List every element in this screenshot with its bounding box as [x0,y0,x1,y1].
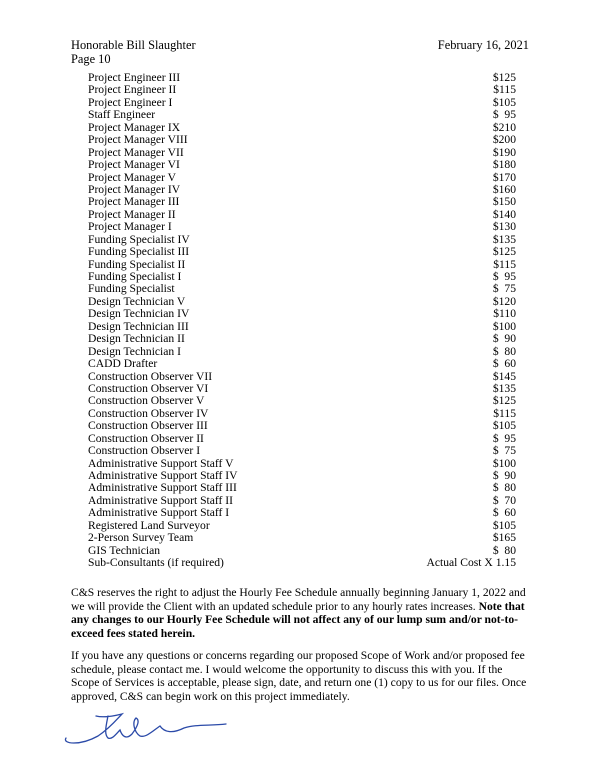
hourly-rate: $100 [492,319,516,333]
hourly-rate: $ 60 [492,357,516,371]
position-title: CADD Drafter [88,357,158,371]
hourly-rate: $125 [492,71,516,84]
fee-row [88,358,516,370]
position-title: Administrative Support Staff II [88,493,234,507]
hourly-rate: $105 [492,419,516,433]
contact-paragraph: If you have any questions or concerns regarding our proposed Scope of Work and/or proposed fee schedule, please contact me. I would welcome the opportunity to discuss this with you. If the Scope of Services is acceptable, please sign, date, and return one (1) copy to us for our files. Once approved, C&S can begin work on this project immediately. [71,649,527,703]
position-title: Construction Observer VII [88,369,213,383]
position-title: Project Engineer III [88,71,181,84]
hourly-rate: $ 75 [492,444,516,458]
page-number: Page 10 [71,52,111,66]
position-title: Design Technician III [88,319,189,333]
position-title: Design Technician IV [88,307,190,321]
hourly-rate: $ 90 [492,469,516,482]
fee-row [88,482,516,494]
hourly-rate: $ 80 [492,344,516,358]
signature [60,708,230,748]
fee-row [88,420,516,432]
position-title: Design Technician II [88,332,185,346]
position-title: Construction Observer VI [88,381,209,395]
recipient-name: Honorable Bill Slaughter [71,38,196,52]
letter-header-left [71,38,196,66]
position-title: 2-Person Survey Team [88,531,194,545]
hourly-rate: $ 70 [492,493,516,507]
position-title: Project Manager II [88,207,176,221]
fee-row [88,532,516,544]
position-title: Funding Specialist III [88,245,190,259]
hourly-rate: $ 95 [492,431,516,445]
position-title: Project Manager I [88,220,172,234]
fee-row [88,196,516,208]
position-title: Administrative Support Staff I [88,506,230,520]
position-title: Project Manager III [88,195,180,209]
hourly-rate: $180 [492,158,516,172]
position-title: Construction Observer II [88,431,204,445]
position-title: Administrative Support Staff IV [88,469,238,482]
hourly-rate: $ 90 [492,332,516,346]
hourly-rate: $145 [492,369,516,383]
fee-row [88,221,516,233]
fee-row [88,445,516,457]
hourly-rate: $ 80 [492,481,516,495]
fee-row [88,246,516,258]
fee-row [88,333,516,345]
position-title: Funding Specialist II [88,257,186,271]
position-title: Project Engineer I [88,95,173,109]
position-title: Administrative Support Staff III [88,481,237,495]
hourly-rate: $190 [492,145,516,159]
position-title: Registered Land Surveyor [88,518,210,532]
position-title: Design Technician V [88,294,186,308]
position-title: GIS Technician [88,543,161,557]
hourly-rate: $160 [492,182,516,196]
hourly-rate: $ 60 [492,506,516,520]
position-title: Funding Specialist I [88,270,182,283]
fee-row [88,109,516,121]
position-title: Project Manager VIII [88,133,188,147]
hourly-rate: $125 [492,394,516,408]
hourly-rate: $135 [492,232,516,246]
adjustment-note-bold: Note that any changes to our Hourly Fee Schedule will not affect any of our lump sum and/or not-to-exceed fees stated herein. [71,599,525,640]
fee-row [88,159,516,171]
fee-row [88,134,516,146]
position-title: Staff Engineer [88,108,156,122]
position-title: Project Manager IX [88,120,181,134]
hourly-rate: $115 [493,257,516,271]
hourly-rate: $150 [492,195,516,209]
hourly-rate: $200 [492,133,516,147]
hourly-rate: $125 [492,245,516,259]
fee-row [88,84,516,96]
position-title: Project Manager VI [88,158,180,172]
hourly-rate: $115 [493,406,516,420]
hourly-rate: $210 [492,120,516,134]
position-title: Project Manager IV [88,182,181,196]
hourly-fee-schedule [88,72,516,570]
fee-row [88,557,516,569]
hourly-rate: $170 [492,170,516,184]
position-title: Project Engineer II [88,83,177,97]
position-title: Funding Specialist [88,282,175,296]
position-title: Administrative Support Staff V [88,456,234,470]
fee-row [88,395,516,407]
hourly-rate: $165 [492,531,516,545]
hourly-rate: $135 [492,381,516,395]
position-title: Construction Observer I [88,444,201,458]
hourly-rate: $100 [492,456,516,470]
fee-row [88,283,516,295]
position-title: Project Manager V [88,170,177,184]
position-title: Funding Specialist IV [88,232,190,246]
hourly-rate: $ 80 [492,543,516,557]
hourly-rate: $ 75 [492,282,516,296]
position-title: Design Technician I [88,344,181,358]
position-title: Construction Observer IV [88,406,209,420]
hourly-rate: $140 [492,207,516,221]
fee-row [88,308,516,320]
letter-date: February 16, 2021 [437,38,529,52]
hourly-rate: $105 [492,95,516,109]
position-title: Construction Observer III [88,419,208,433]
hourly-rate: $130 [492,220,516,234]
hourly-rate: $110 [493,307,516,321]
fee-row [88,507,516,519]
position-title: Project Manager VII [88,145,184,159]
hourly-rate: Actual Cost X 1.15 [426,556,516,570]
hourly-rate: $105 [492,518,516,532]
adjustment-paragraph [71,586,531,640]
position-title: Construction Observer V [88,394,205,408]
hourly-rate: $115 [493,83,516,97]
position-title: Sub-Consultants (if required) [88,556,224,570]
hourly-rate: $ 95 [492,270,516,283]
hourly-rate: $ 95 [492,108,516,122]
adjustment-text: C&S reserves the right to adjust the Hourly Fee Schedule annually beginning January 1, 2022 and we will provide the Client with an updated schedule prior to any hourly rates increases. [71,586,526,613]
hourly-rate: $120 [492,294,516,308]
